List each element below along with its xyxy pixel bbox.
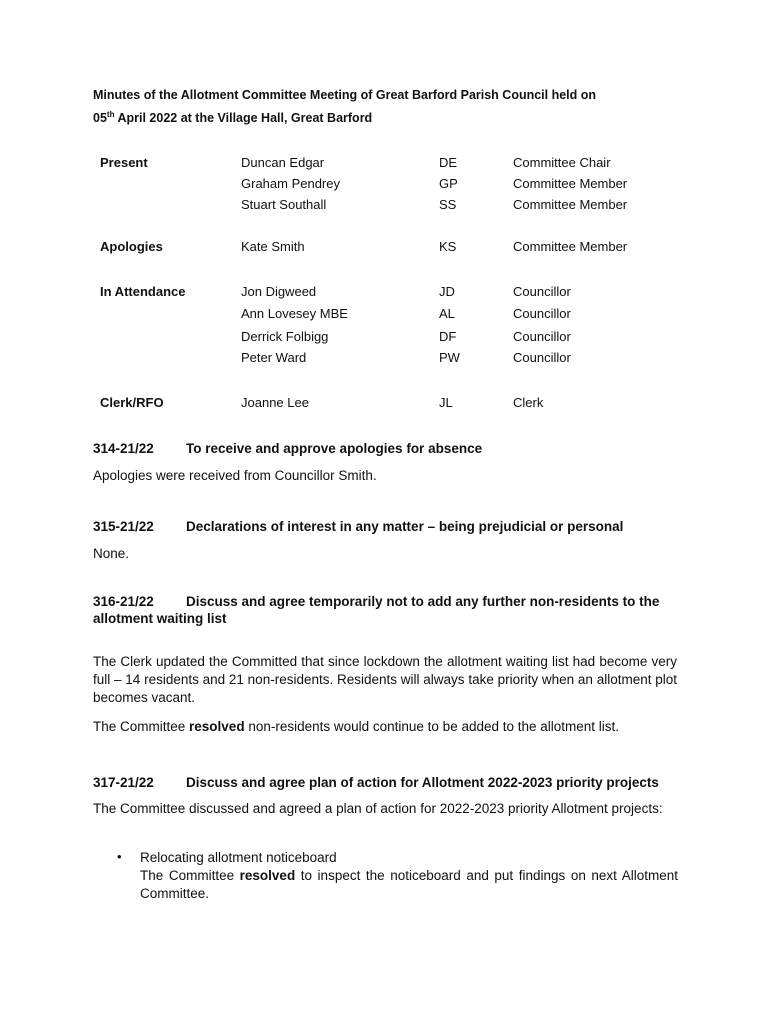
attendance-row xyxy=(0,350,770,370)
attendee-initials: DF xyxy=(439,329,457,344)
section-heading xyxy=(93,774,678,791)
attendance-row xyxy=(0,197,770,217)
attendee-initials: DE xyxy=(439,155,458,170)
attendee-position: Committee Member xyxy=(513,239,628,254)
attendance-role: Clerk/RFO xyxy=(100,395,164,410)
attendance-row xyxy=(0,306,770,326)
resolution-text: non-residents would continue to be added to the allotment list. xyxy=(244,719,620,734)
meeting-date-suffix: th xyxy=(106,110,115,119)
attendee-position: Committee Member xyxy=(513,197,628,212)
attendee-initials: JL xyxy=(439,395,453,410)
section-title: Discuss and agree temporarily not to add any further non-residents to the allotment waiting list xyxy=(93,594,660,626)
section-number: 317-21/22 xyxy=(93,775,154,790)
section-number: 314-21/22 xyxy=(93,441,154,456)
attendance-row xyxy=(0,239,770,259)
section-heading xyxy=(93,440,678,457)
attendee-position: Councillor xyxy=(513,306,571,321)
bullet-item xyxy=(140,849,678,903)
section-number: 315-21/22 xyxy=(93,519,154,534)
attendee-initials: JD xyxy=(439,284,455,299)
section-body: The Clerk updated the Committed that since lockdown the allotment waiting list had become very full – 14 residents and 21 non-residents. Residents will always take priority when an allotment plot becomes vacant. xyxy=(93,654,677,705)
bullet-icon: • xyxy=(117,849,122,864)
attendee-name: Ann Lovesey MBE xyxy=(241,306,348,321)
section-heading xyxy=(93,518,678,535)
attendance-row xyxy=(0,155,770,175)
document-title-line1: Minutes of the Allotment Committee Meeting of Great Barford Parish Council held on xyxy=(93,88,597,102)
section-title: Declarations of interest in any matter – being prejudicial or personal xyxy=(186,519,624,534)
attendee-position: Clerk xyxy=(513,395,544,410)
attendee-name: Jon Digweed xyxy=(241,284,317,299)
section-body: None. xyxy=(93,546,130,561)
attendee-name: Derrick Folbigg xyxy=(241,329,329,344)
section-heading xyxy=(93,593,678,627)
attendee-initials: KS xyxy=(439,239,457,254)
attendee-initials: AL xyxy=(439,306,455,321)
attendee-position: Committee Chair xyxy=(513,155,611,170)
section-number: 316-21/22 xyxy=(93,594,154,609)
resolution-keyword: resolved xyxy=(189,719,245,734)
attendee-name: Joanne Lee xyxy=(241,395,309,410)
attendee-position: Councillor xyxy=(513,329,571,344)
attendance-row xyxy=(0,176,770,196)
attendee-initials: GP xyxy=(439,176,458,191)
attendee-name: Peter Ward xyxy=(241,350,307,365)
section-body: Apologies were received from Councillor Smith. xyxy=(93,468,377,483)
attendance-row xyxy=(0,395,770,415)
resolution-prefix: The Committee xyxy=(93,719,190,734)
attendance-row xyxy=(0,329,770,349)
section-title: Discuss and agree plan of action for Allotment 2022-2023 priority projects xyxy=(186,775,659,790)
section-resolution xyxy=(93,718,677,736)
meeting-date-venue: April 2022 at the Village Hall, Great Barford xyxy=(114,111,373,126)
meeting-date-day: 05 xyxy=(93,111,107,126)
bullet-keyword: resolved xyxy=(239,868,296,883)
attendance-row xyxy=(0,284,770,304)
section-title: To receive and approve apologies for absence xyxy=(186,441,483,456)
attendee-name: Kate Smith xyxy=(241,239,305,254)
attendee-position: Committee Member xyxy=(513,176,628,191)
attendance-role: Apologies xyxy=(100,239,163,254)
section-body: The Committee discussed and agreed a plan of action for 2022-2023 priority Allotment projects: xyxy=(93,801,663,816)
document-title-line2 xyxy=(93,110,372,125)
bullet-title: Relocating allotment noticeboard xyxy=(140,850,337,865)
attendee-name: Graham Pendrey xyxy=(241,176,340,191)
attendance-role: In Attendance xyxy=(100,284,186,299)
attendee-position: Councillor xyxy=(513,284,571,299)
attendee-position: Councillor xyxy=(513,350,571,365)
bullet-text: to inspect the noticeboard and put findings on next Allotment Committee. xyxy=(140,868,679,901)
attendee-name: Stuart Southall xyxy=(241,197,327,212)
attendee-initials: SS xyxy=(439,197,457,212)
attendee-name: Duncan Edgar xyxy=(241,155,325,170)
attendee-initials: PW xyxy=(439,350,460,365)
bullet-prefix: The Committee xyxy=(140,868,240,883)
attendance-role: Present xyxy=(100,155,148,170)
